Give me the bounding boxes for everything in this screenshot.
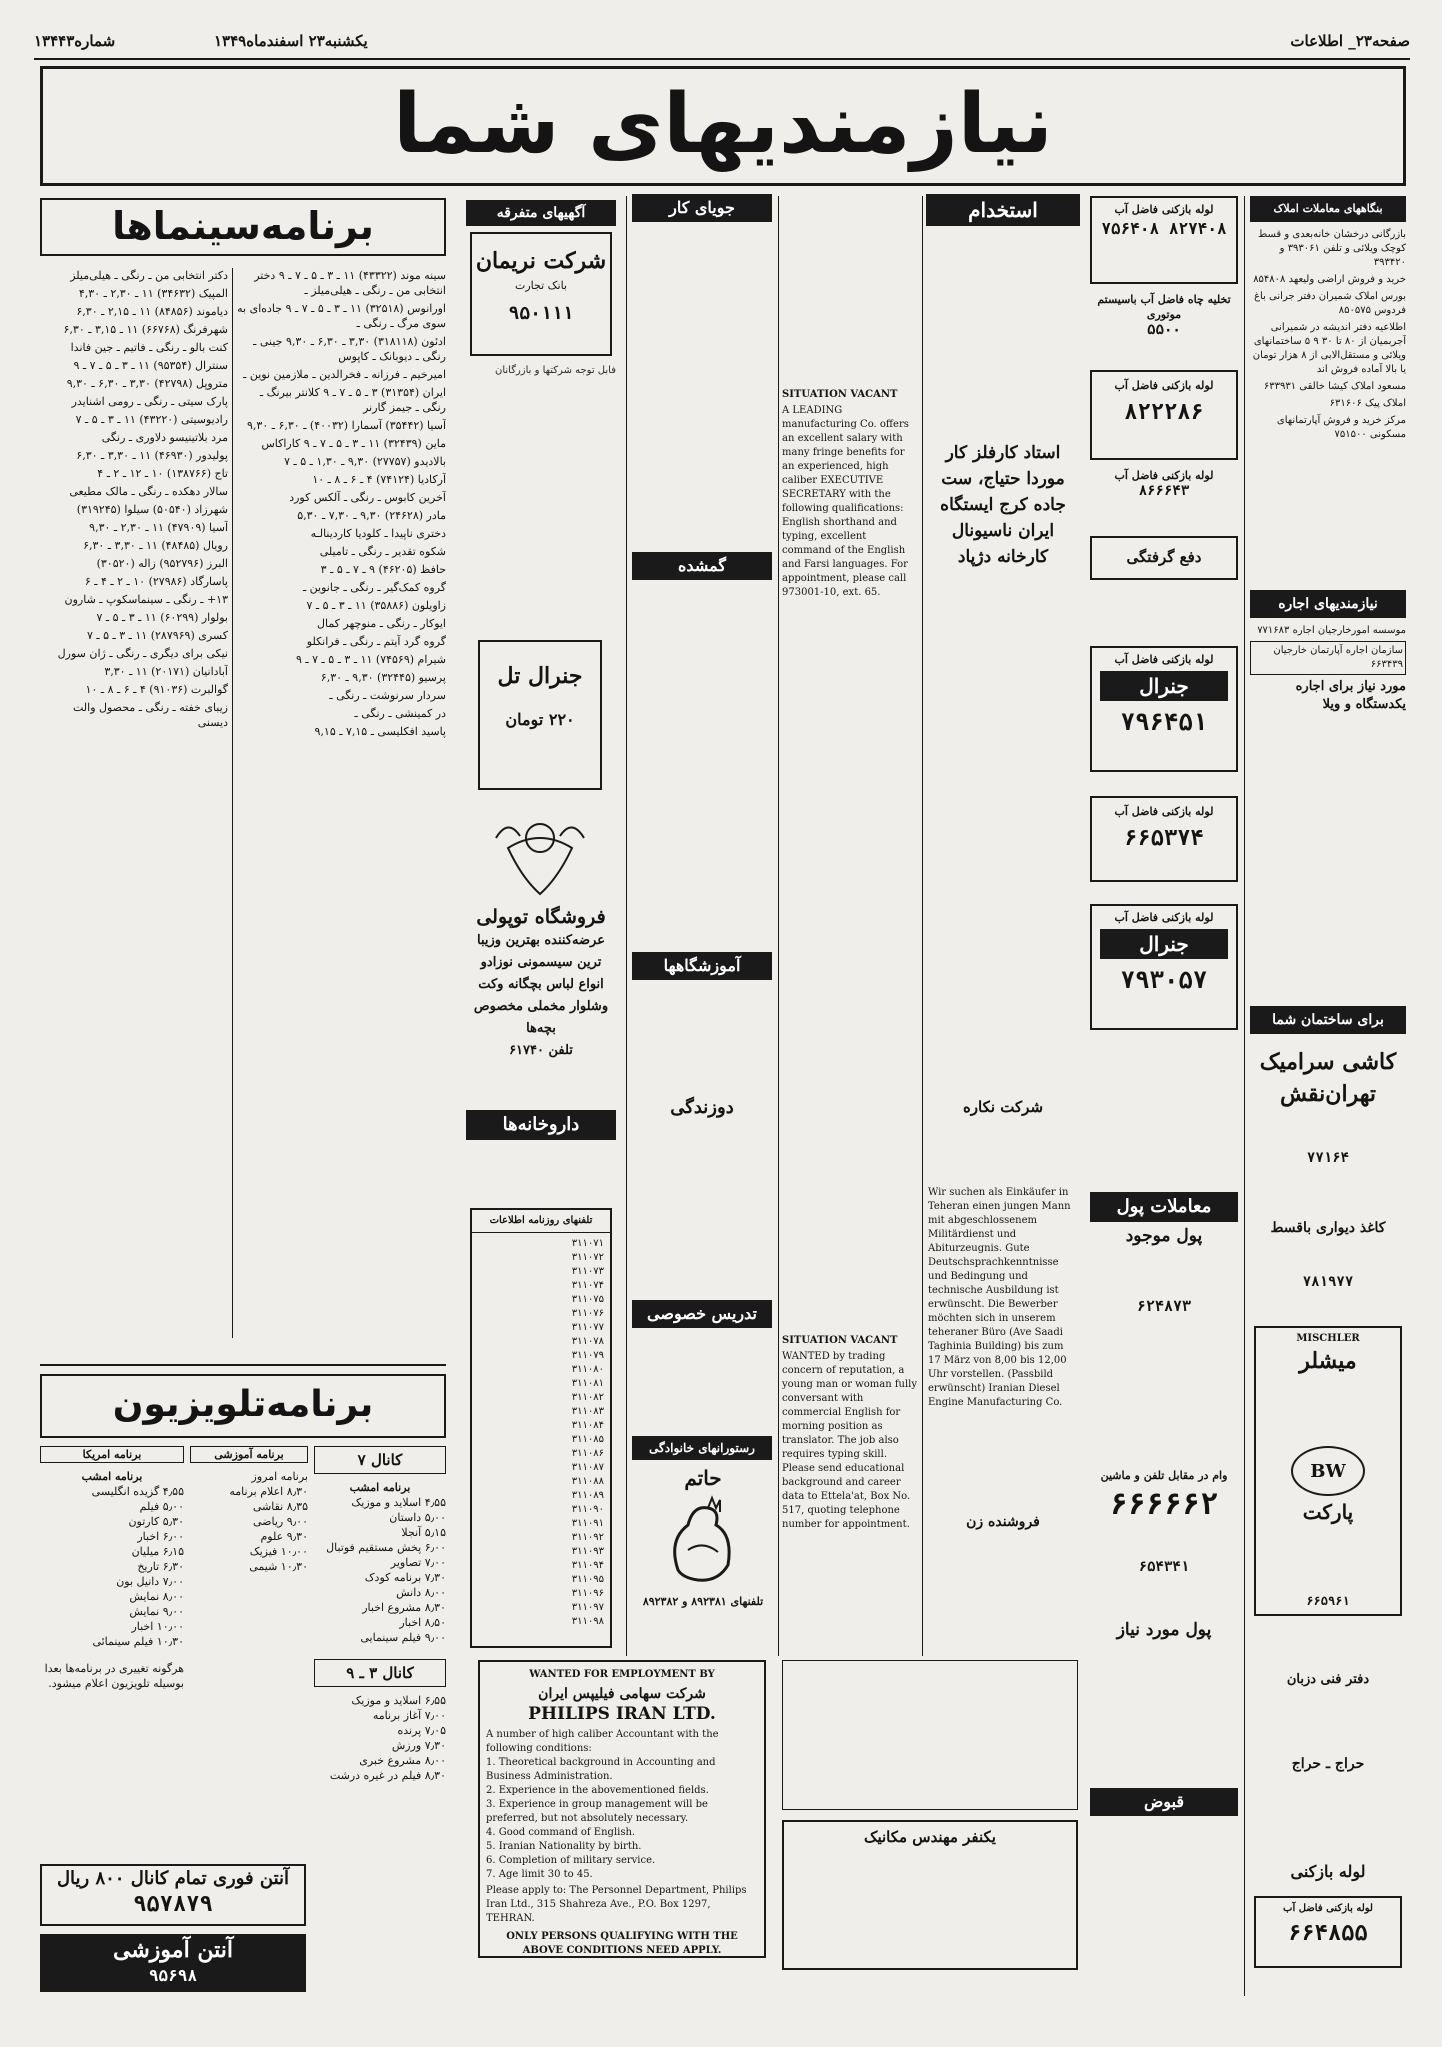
list-item: ۱۰٫۰۰ فیزیک bbox=[249, 1545, 308, 1558]
parket-phone: ۶۶۵۹۶۱ bbox=[1306, 1594, 1350, 1608]
antenna-ad bbox=[40, 1864, 306, 1926]
pipe-ad-3 bbox=[1090, 468, 1238, 528]
list-item: ۳۱۱۰۷۴ bbox=[571, 1280, 604, 1291]
general-tel-title: جنرال تل bbox=[497, 663, 583, 689]
sv2-text: WANTED by trading concern of reputation, a young man or woman fully conversant with commercial English for morning position as translator. The job also requires typing skill. Please send educational background and career data to Ettela'at, Box No. 517, quoting telephone number for appointment. bbox=[782, 1351, 918, 1530]
list-item: ۳۱۱۰۸۵ bbox=[571, 1434, 604, 1445]
money-phone3-block bbox=[1090, 1556, 1238, 1580]
lost-heading: گمشده bbox=[632, 552, 772, 580]
employment-heading: استخدام bbox=[926, 194, 1080, 226]
list-item: متروپل (۴۲۷۹۸) ۳۰‚۳ ـ ۳۰‚۶ ـ ۳۰‚۹ bbox=[66, 377, 228, 390]
sewing-heading: دوزندگی bbox=[670, 1097, 734, 1118]
tv-channel7 bbox=[314, 1446, 446, 1856]
money-phone3: ۶۵۴۳۴۱ bbox=[1138, 1559, 1190, 1575]
pipe-small-title: لوله بازکنی bbox=[1290, 1862, 1366, 1881]
list-item: ۳۱۱۰۸۴ bbox=[571, 1420, 604, 1431]
list-item: ۹٫۰۰ فیلم سینمایی bbox=[360, 1631, 446, 1644]
list-item: ۳۱۱۰۸۸ bbox=[571, 1476, 604, 1487]
list-item: سنترال (۹۵۳۵۴) ۱۱ ـ ۳ ـ ۵ ـ ۷ ـ ۹ bbox=[73, 359, 228, 372]
pipe-ad-general bbox=[1090, 646, 1238, 772]
pipe-ad-1 bbox=[1090, 196, 1238, 284]
list-item: مرد بلاتینیسو دلاوری ـ رنگی bbox=[101, 431, 228, 444]
list-item: دیاموند (۸۴۸۵۶) ۱۱ ـ ۱۵‚۲ ـ ۳۰‚۶ bbox=[76, 305, 228, 318]
misc-line: فابل توجه شرکتها و بازرگانان bbox=[494, 365, 616, 376]
pipe-general-label: جنرال bbox=[1100, 671, 1228, 701]
list-item: املاک پیک ۶۳۱۶۰۶ bbox=[1329, 398, 1406, 409]
list-item: سازمان اجاره آپارتمان خارجیان ۶۶۳۴۳۹ bbox=[1250, 641, 1406, 675]
list-item: ۷٫۳۰ ورزش bbox=[391, 1739, 446, 1752]
ceramic-ad bbox=[1250, 1040, 1406, 1210]
list-item: گوالبرت (۹۱۰۳۶) ۴ ـ ۶ ـ ۸ ـ ۱۰ bbox=[85, 683, 228, 696]
list-item: ۷٫۰۰ آغاز برنامه bbox=[372, 1709, 446, 1722]
restaurant-phone: تلفنهای ۸۹۲۳۸۱ و ۸۹۲۳۸۲ bbox=[642, 1595, 764, 1608]
aqsat-heading: قبوض bbox=[1090, 1788, 1238, 1816]
money-col-rule bbox=[1244, 196, 1245, 1996]
sv2-heading: SITUATION VACANT bbox=[782, 1335, 898, 1346]
list-item: پولیدور (۴۶۹۳۰) ۱۱ ـ ۳۰‚۳ ـ ۳۰‚۶ bbox=[76, 449, 228, 462]
list-item: آبادانیان (۲۰۱۷۱) ۱۱ ـ ۳۰‚۳ bbox=[104, 665, 228, 678]
tv-america bbox=[40, 1446, 184, 1856]
list-item: بورس املاک شمیران دفتر جرانی باغ فردوس ۸۵۰۵۷۵ bbox=[1254, 291, 1406, 316]
cinema-title: برنامه‌سینماها bbox=[112, 204, 374, 248]
sales-title: فروشنده زن bbox=[966, 1514, 1040, 1530]
list-item: بالادیدو (۲۷۷۵۷) ۳۰‚۹ ـ ۳۰‚۱ ـ ۵ ـ ۷ bbox=[284, 455, 446, 468]
philips-intro: A number of high caliber Accountant with the following conditions: bbox=[486, 1729, 719, 1754]
list-item: ۳۱۱۰۹۸ bbox=[571, 1616, 604, 1627]
list-item: ۸٫۰۰ مشروع خبری bbox=[359, 1754, 446, 1767]
list-item: پارک سیتی ـ رنگی ـ رومی اشنایدر bbox=[71, 395, 228, 408]
list-item: ۵٫۰۰ داستان bbox=[389, 1511, 446, 1524]
general-tel-ad bbox=[478, 640, 602, 790]
ceramic-phone: ۷۷۱۶۴ bbox=[1306, 1150, 1350, 1166]
list-item: ۳۱۱۰۷۸ bbox=[571, 1336, 604, 1347]
toplo-text: عرضه‌کننده بهترین وزیبا ترین سیسمونی نوزادو انواع لباس بچگانه وکت وشلوار مخملی مخصوص بچه‌ها bbox=[473, 933, 609, 1036]
money-phone1: ۶۲۴۸۷۳ bbox=[1136, 1297, 1192, 1315]
masthead bbox=[40, 66, 1406, 186]
build-heading: برای ساختمان شما bbox=[1250, 1006, 1406, 1034]
teach-heading: آموزشگاهها bbox=[632, 952, 772, 980]
vafgarm-ad bbox=[1090, 536, 1238, 580]
realestate-heading: بنگاههای معاملات املاک bbox=[1250, 196, 1406, 222]
tv-america-tonight: برنامه امشب bbox=[81, 1470, 143, 1483]
cinema-list-1 bbox=[236, 268, 446, 1338]
list-item: ۵٫۱۵ آنجلا bbox=[401, 1526, 446, 1539]
phones-title: تلفنهای روزنامه اطلاعات bbox=[472, 1210, 610, 1233]
antenna-edu-phone: ۹۵۶۹۸ bbox=[148, 1966, 198, 1985]
list-item: دکتر انتخابی من ـ رنگی ـ هیلی‌میلز bbox=[70, 269, 228, 282]
toplo-phone: تلفن ۶۱۷۴۰ bbox=[509, 1043, 573, 1058]
list-item: شهرفرنگ (۶۶۷۶۸) ۱۱ ـ ۱۵‚۳ ـ ۳۰‚۶ bbox=[63, 323, 228, 336]
list-item: ۳۱۱۰۸۷ bbox=[571, 1462, 604, 1473]
cupid-icon bbox=[488, 808, 592, 898]
list-item: تاج (۱۳۸۷۶۶) ۱۰ ـ ۱۲ ـ ۲ ـ ۴ bbox=[97, 467, 228, 480]
list-item: نیکی برای دیگری ـ رنگی ـ ژان سورل bbox=[57, 647, 228, 660]
pipe-brand: لوله بازکنی فاضل آب bbox=[1114, 805, 1214, 818]
list-item: ۵٫۰۰ فیلم bbox=[139, 1500, 184, 1513]
defter-ad: دفتر فنی دزبان bbox=[1286, 1672, 1370, 1687]
misc-col-rule bbox=[626, 196, 627, 1656]
mischler-ad bbox=[1254, 1326, 1402, 1616]
vafgarm-text: دفع گرفتگی bbox=[1126, 548, 1202, 566]
list-item: ۳۱۱۰۷۲ bbox=[571, 1252, 604, 1263]
restaurant-ad bbox=[632, 1466, 774, 1642]
rent-list bbox=[1250, 624, 1406, 1004]
list-item: دختری ناپیدا ـ کلودیا کاردینالـه bbox=[310, 527, 446, 540]
list-item: سینه موند (۴۳۳۲۲) ۱۱ ـ ۳ ـ ۵ ـ ۷ ـ ۹ دختر انتخابی من ـ رنگی ـ هیلی‌میلز ـ bbox=[254, 269, 446, 297]
toplo-ad bbox=[466, 904, 616, 1094]
list-item: ۸٫۵۰ اخبار bbox=[399, 1616, 446, 1629]
list-item: ۱۰٫۳۰ شیمی bbox=[249, 1560, 308, 1573]
list-item: ۹٫۰۰ ریاضی bbox=[252, 1515, 308, 1528]
list-item: ۳۱۱۰۸۲ bbox=[571, 1392, 604, 1403]
list-item: 7. Age limit 30 to 45. bbox=[486, 1869, 593, 1880]
pipe-brand: لوله بازکنی فاضل آب bbox=[1283, 1903, 1373, 1914]
list-item: شکوه تقدیر ـ رنگی ـ تامیلی bbox=[319, 545, 446, 558]
loan-text: وام در مقابل تلفن و ماشین bbox=[1100, 1469, 1228, 1482]
list-item: آسیا (۳۵۴۴۲) آسمارا (۴۰۰۳۲) ـ ۳۰‚۶ ـ ۳۰‚۹ bbox=[247, 419, 446, 432]
list-item: ۷٫۰۰ دانیل بون bbox=[116, 1575, 184, 1588]
page-label: صفحه۲۳_ اطلاعات bbox=[1290, 32, 1410, 50]
list-item: المپیک (۳۴۶۳۲) ۱۱ ـ ۳۰‚۲ ـ ۳۰‚۴ bbox=[78, 287, 228, 300]
list-item: ۳۱۱۰۹۵ bbox=[571, 1574, 604, 1585]
mischler-en: MISCHLER bbox=[1296, 1333, 1360, 1344]
list-item: ۶٫۰۰ پخش مستقیم فوتبال bbox=[326, 1541, 446, 1554]
list-item: پرسیو (۳۲۴۴۵) ۳۰‚۹ ـ ۳۰‚۶ bbox=[320, 671, 446, 684]
philips-footer: ONLY PERSONS QUALIFYING WITH THE ABOVE CONDITIONS NEED APPLY. bbox=[506, 1931, 738, 1956]
list-item: رادیوسیتی (۴۳۲۲۰) ۱۱ ـ ۳ ـ ۵ ـ ۷ bbox=[75, 413, 228, 426]
list-item: ماین (۳۲۴۳۹) ۱۱ ـ ۳ ـ ۵ ـ ۷ ـ ۹ کاراکاس bbox=[261, 437, 446, 450]
mechanic-title: یکنفر مهندس مکانیک bbox=[864, 1828, 996, 1846]
tv-channel39-heading: کانال ۳ ـ ۹ bbox=[314, 1659, 446, 1687]
misc-heading: آگهیهای متفرقه bbox=[466, 200, 616, 226]
sv-heading: SITUATION VACANT bbox=[782, 389, 898, 400]
pipe-phone-last: ۶۶۴۸۵۵ bbox=[1288, 1921, 1368, 1946]
list-item: ۷٫۰۰ تصاویر bbox=[390, 1556, 446, 1569]
pharmacy-heading: داروخانه‌ها bbox=[466, 1110, 616, 1140]
list-item: ۳۱۱۰۹۷ bbox=[571, 1602, 604, 1613]
phones-list bbox=[472, 1233, 610, 1633]
tv-title: برنامه‌تلویزیون bbox=[112, 1384, 374, 1425]
pipe-ad-general-2 bbox=[1090, 904, 1238, 1030]
restaurant-name: حاتم bbox=[684, 1466, 722, 1490]
list-item: ۳۱۱۰۷۱ bbox=[571, 1238, 604, 1249]
philips-apply-label: Please apply to: bbox=[486, 1885, 567, 1896]
list-item: ۳۱۱۰۷۳ bbox=[571, 1266, 604, 1277]
sv-text: A LEADING manufacturing Co. offers an excellent salary with many fringe benefits for an experienced, high caliber EXECUTIVE SECRETARY with the following qualifications: English shorthand and typing, excellent command of the English and Farsi languages. For appointment, please call 973001-10, ext. 65. bbox=[782, 405, 909, 598]
date-line: یکشنبه۲۳ اسفندماه۱۳۴۹ bbox=[214, 32, 368, 50]
list-item: زیبای خفته ـ رنگی ـ محصول والت دیسنی bbox=[72, 701, 228, 729]
wall-text: کاغذ دیواری باقسط bbox=[1270, 1220, 1386, 1236]
list-item: ۱۰٫۳۰ فیلم سینمائی bbox=[92, 1635, 184, 1648]
list-item: در کمینشی ـ رنگی ـ bbox=[354, 707, 446, 720]
list-item: پاسید افکلیسی ـ ۱۵‚۷ ـ ۱۵‚۹ bbox=[314, 725, 446, 738]
ceramic-text: کاشی سرامیک تهران‌نقش bbox=[1259, 1049, 1397, 1107]
list-item: مرکز خرید و فروش آپارتمانهای مسکونی ۷۵۱۵۰۰ bbox=[1276, 415, 1406, 440]
list-item: 6. Completion of military service. bbox=[486, 1855, 656, 1866]
money-available bbox=[1090, 1226, 1238, 1286]
list-item: سردار سرنوشت ـ رنگی ـ bbox=[329, 689, 446, 702]
nariman-ad bbox=[470, 232, 612, 356]
cinema-divider bbox=[232, 268, 233, 1338]
mechanic-ad bbox=[782, 1820, 1078, 1970]
list-item: ۴٫۵۵ گزیده انگلیسی bbox=[91, 1485, 184, 1498]
misc-text-1 bbox=[466, 364, 616, 614]
german-text: Wir suchen als Einkäufer in Teheran einen jungen Mann mit abgeschlossenem Militärdienst und Abiturzeugnis. Gute Deutschsprachkenntnisse und Bedingung und technische Ausbildung ist erwünscht. Die Bewerber möchten sich in unserem teheraner Büro (Ave Saadi Taghinia Building) bis zum 17 März von 8,00 bis 12,00 Uhr vorstellen. (Passbild erwünscht) Iranian Diesel Engine Manufacturing Co. bbox=[928, 1187, 1071, 1408]
list-item: اورانوس (۳۲۵۱۸) ۱۱ ـ ۳ ـ ۵ ـ ۷ ـ ۹ جاده‌ای به سوی مرگ ـ رنگی ـ bbox=[237, 302, 446, 330]
issue-number: شماره۱۳۴۴۳ bbox=[34, 32, 116, 50]
list-item: سالار دهکده ـ رنگی ـ مالک مطیعی bbox=[69, 485, 228, 498]
tv-channel7-heading: کانال ۷ bbox=[314, 1446, 446, 1474]
list-item: 5. Iranian Nationality by birth. bbox=[486, 1841, 642, 1852]
list-item: آخرین کابوس ـ رنگی ـ آلکس کورد bbox=[289, 491, 446, 504]
list-item: مسعود املاک کیشا خالقی ۶۳۳۹۳۱ bbox=[1263, 381, 1406, 392]
list-item: کسری (۲۸۷۹۶۹) ۱۱ ـ ۳ ـ ۵ ـ ۷ bbox=[86, 629, 228, 642]
list-item: شهرزاد (۵۰۵۴۰) سیلوا (۳۱۹۲۴۵) bbox=[76, 503, 228, 516]
tv-education-heading: برنامه آموزشی bbox=[190, 1446, 308, 1463]
nariman-title: شرکت نریمان bbox=[475, 248, 607, 274]
header-rule bbox=[34, 58, 1410, 60]
antenna-ad-text: آنتن فوری تمام کانال ۸۰۰ ریال bbox=[56, 1868, 290, 1889]
list-item: ۶٫۳۰ تاریخ bbox=[137, 1560, 184, 1573]
pipe-phone-c: ۸۶۶۶۴۳ bbox=[1138, 483, 1190, 499]
list-item: ایران (۳۱۳۵۴) ۳ ـ ۵ ـ ۷ ـ ۹ کلانتر بیرنگ ـ رنگی ـ جیمز گارنر bbox=[259, 386, 446, 414]
list-item: ۴٫۵۵ اسلاید و موزیک bbox=[351, 1496, 446, 1509]
money-available-title: پول موجود bbox=[1125, 1226, 1203, 1246]
antenna-edu-ad bbox=[40, 1934, 306, 1992]
list-item: ۳۱۱۰۹۶ bbox=[571, 1588, 604, 1599]
money-phone2: ۶۶۶۶۶۲ bbox=[1109, 1487, 1219, 1522]
list-item: ۱۳+ ـ رنگی ـ سینماسکوپ ـ شارون bbox=[64, 593, 228, 606]
list-item: ۹٫۳۰ علوم bbox=[260, 1530, 308, 1543]
takhlie-ad bbox=[1090, 292, 1238, 362]
list-item: 1. Theoretical background in Accounting and Business Administration. bbox=[486, 1757, 716, 1782]
empl-col-rule bbox=[922, 196, 923, 1656]
list-item: برنامه امروز bbox=[251, 1470, 308, 1483]
list-item: ۳۱۱۰۹۲ bbox=[571, 1532, 604, 1543]
pipe-brand: لوله بازکنی فاضل آب bbox=[1114, 203, 1214, 216]
list-item: ۳۱۱۰۸۶ bbox=[571, 1448, 604, 1459]
realestate-list bbox=[1250, 228, 1406, 578]
cupid-illustration bbox=[488, 808, 592, 898]
list-item: 3. Experience in group management will be preferred, but not absolutely necessary. bbox=[486, 1799, 708, 1824]
cinema-title-box bbox=[40, 198, 446, 256]
private-heading: تدریس خصوصی bbox=[632, 1300, 772, 1328]
list-item: ۸٫۰۰ دانش bbox=[396, 1586, 446, 1599]
list-item: بولوار (۶۰۲۹۹) ۱۱ ـ ۳ ـ ۵ ـ ۷ bbox=[96, 611, 228, 624]
list-item: ادئون (۳۱۸۱۱۸) ۳۰‚۳ ـ ۳۰‚۶ ـ ۳۰‚۹ جینی ـ رنگی ـ دیوبانک ـ کاپوس bbox=[253, 335, 446, 363]
list-item: ۳۱۱۰۹۱ bbox=[571, 1518, 604, 1529]
list-item: ۳۱۱۰۷۶ bbox=[571, 1308, 604, 1319]
list-item: کنت بالو ـ رنگی ـ فاتیم ـ جین فاندا bbox=[70, 341, 228, 354]
rent-heading: نیازمندیهای اجاره bbox=[1250, 590, 1406, 618]
page-header bbox=[34, 28, 1410, 56]
list-item: آسیا (۴۷۹۰۹) ۱۱ ـ ۳۰‚۲ ـ ۳۰‚۹ bbox=[89, 521, 228, 534]
loan-block bbox=[1090, 1468, 1238, 1548]
takhlie-text: تخلیه چاه فاضل آب باسیستم موتوری bbox=[1097, 293, 1231, 321]
philips-address: The Personnel Department, Philips Iran Ltd., 315 Shahreza Ave., P.O. Box 1297, TEHRAN. bbox=[486, 1885, 747, 1924]
haraj-ad: حراج ـ حراج bbox=[1291, 1756, 1365, 1772]
company-title: شرکت نکاره bbox=[962, 1098, 1044, 1116]
list-item: گروه گرد آیتم ـ رنگی ـ فرانکلو bbox=[306, 635, 446, 648]
pipe-ad-2 bbox=[1090, 370, 1238, 460]
pipe-brand: لوله بازکنی فاضل آب bbox=[1114, 911, 1214, 924]
antenna-ad-phone: ۹۵۷۸۷۹ bbox=[133, 1892, 213, 1917]
list-item: رویال (۴۸۴۸۵) ۱۱ ـ ۳۰‚۳ ـ ۳۰‚۶ bbox=[83, 539, 228, 552]
list-item: ۷٫۰۵ پرنده bbox=[397, 1724, 446, 1737]
money-phone1-block bbox=[1090, 1296, 1238, 1322]
tv-education bbox=[190, 1446, 308, 1856]
list-item: ۳۱۱۰۷۹ bbox=[571, 1350, 604, 1361]
pipe-phone-a: ۸۲۷۴۰۸ ۷۵۶۴۰۸ bbox=[1101, 219, 1227, 238]
list-item: ۸٫۳۰ اعلام برنامه bbox=[229, 1485, 308, 1498]
tv-channel7-tonight: برنامه امشب bbox=[349, 1481, 411, 1494]
list-item: آرکادیا (۷۴۱۲۴) ۴ ـ ۶ ـ ۸ ـ ۱۰ bbox=[312, 473, 446, 486]
general-tel-price: ۲۲۰ تومان bbox=[505, 710, 575, 729]
list-item: ۹٫۰۰ نمایش bbox=[129, 1605, 184, 1618]
philips-company-fa: شرکت سهامی فیلیپس ایران bbox=[538, 1686, 706, 1702]
tv-top-rule bbox=[40, 1364, 446, 1366]
ostad-ad: استاد کارفلز کار موردا حتیاج، ست جاده کرج ایستگاه ایران ناسیونال کارخانه دژپاد bbox=[940, 443, 1066, 567]
restaurant-heading: رستورانهای خانوادگی bbox=[632, 1436, 772, 1460]
list-item: ۸٫۳۰ فیلم در غیره درشت bbox=[329, 1769, 446, 1782]
list-item: ۳۱۱۰۹۳ bbox=[571, 1546, 604, 1557]
list-item: ۶٫۵۵ اسلاید و موزیک bbox=[351, 1694, 446, 1707]
phones-box bbox=[470, 1208, 612, 1648]
list-item: بازرگانی درخشان خانه‌بعدی و قسط کوچک ویلائی و تلفن ۳۹۳۰۶۱ و ۳۹۳۴۲۰ bbox=[1258, 229, 1406, 268]
list-item: ۷٫۳۰ برنامه کودک bbox=[364, 1571, 446, 1584]
takhlie-phone: ۵۵۰۰ bbox=[1147, 322, 1181, 338]
pipe-ad-last bbox=[1254, 1896, 1402, 1968]
cinema-list-2 bbox=[40, 268, 228, 1338]
list-item: ۳۱۱۰۸۹ bbox=[571, 1490, 604, 1501]
list-item: ۳۱۱۰۸۳ bbox=[571, 1406, 604, 1417]
money-heading: معاملات پول bbox=[1090, 1192, 1238, 1222]
list-item: مورد نیاز برای اجاره یکدستگاه و ویلا bbox=[1295, 679, 1406, 712]
wall-phone: ۷۸۱۹۷۷ bbox=[1302, 1274, 1354, 1290]
jobs-text bbox=[632, 228, 774, 528]
list-item: 4. Good command of English. bbox=[486, 1827, 636, 1838]
bw-label: BW bbox=[1310, 1460, 1346, 1482]
tv-title-box bbox=[40, 1374, 446, 1438]
needed-title: پول مورد نیاز bbox=[1116, 1620, 1212, 1640]
list-item: مادر (۲۴۶۲۸) ۳۰‚۹ ـ ۳۰‚۷ ـ ۳۰‚۵ bbox=[297, 509, 446, 522]
pipe-phone-b: ۸۲۲۲۸۶ bbox=[1124, 400, 1204, 425]
pipe-phone-e: ۶۶۵۳۷۴ bbox=[1124, 826, 1204, 851]
list-item: ۸٫۳۰ مشروع اخبار bbox=[362, 1601, 446, 1614]
pipe-phone-d: ۷۹۶۴۵۱ bbox=[1120, 708, 1208, 736]
masthead-title: نیازمندیهای شما bbox=[393, 77, 1053, 172]
list-item: ۳۱۱۰۷۵ bbox=[571, 1294, 604, 1305]
jobs-heading: جویای کار bbox=[632, 194, 772, 222]
list-item: ۶٫۱۵ میلیان bbox=[131, 1545, 184, 1558]
rooster-icon bbox=[658, 1490, 748, 1590]
list-item: 2. Experience in the abovementioned fields. bbox=[486, 1785, 709, 1796]
list-item: خرید و فروش اراضی ولیعهد ۸۵۴۸۰۸ bbox=[1253, 274, 1406, 285]
list-item: ۳۱۱۰۸۱ bbox=[571, 1378, 604, 1389]
list-item: گروه کمک‌گیر ـ رنگی ـ جانوین ـ bbox=[302, 581, 446, 594]
pipe-general-label: جنرال bbox=[1100, 929, 1228, 959]
philips-heading: WANTED FOR EMPLOYMENT BY bbox=[529, 1669, 715, 1680]
philips-conditions bbox=[480, 1756, 764, 1882]
list-item: ۵٫۳۰ کارتون bbox=[128, 1515, 184, 1528]
pipe-ad-4 bbox=[1090, 796, 1238, 882]
list-item: حافظ (۴۶۲۰۵) ۹ ـ ۷ ـ ۵ ـ ۳ bbox=[320, 563, 446, 576]
list-item: زاویلون (۳۵۸۸۶) ۱۱ ـ ۳ ـ ۵ ـ ۷ bbox=[306, 599, 446, 612]
list-item: امیرخیم ـ فرزانه ـ فخرالدین ـ ملازمین نوین ـ bbox=[243, 368, 446, 381]
list-item: موسسه امورخارجیان اجاره ۷۷۱۶۸۳ bbox=[1257, 625, 1406, 636]
tv-note: هرگونه تغییری در برنامه‌ها بعدا بوسیله تلویزیون اعلام میشود. bbox=[44, 1662, 184, 1690]
list-item: شیرام (۷۴۵۶۹) ۱۱ ـ ۳ ـ ۵ ـ ۷ ـ ۹ bbox=[296, 653, 446, 666]
parket-text: پارکت bbox=[1302, 1500, 1354, 1524]
list-item: ۶٫۰۰ اخبار bbox=[137, 1530, 184, 1543]
list-item: ۸٫۳۵ نقاشی bbox=[252, 1500, 308, 1513]
antenna-edu-text: آنتن آموزشی bbox=[113, 1937, 233, 1963]
pipe-phone-f: ۷۹۳۰۵۷ bbox=[1120, 966, 1208, 994]
bw-badge bbox=[1291, 1446, 1365, 1496]
list-item: پاسارگاد (۲۷۹۸۶) ۱۰ ـ ۲ ـ ۴ ـ ۶ bbox=[84, 575, 228, 588]
mischler-fa: میشلر bbox=[1299, 1348, 1357, 1374]
pipe-brand: لوله بازکنی فاضل آب bbox=[1114, 653, 1214, 666]
wall-ad bbox=[1250, 1220, 1406, 1320]
list-item: ۸٫۰۰ نمایش bbox=[129, 1590, 184, 1603]
list-item: ایوکار ـ رنگی ـ منوچهر کمال bbox=[316, 617, 446, 630]
list-item: ۳۱۱۰۸۰ bbox=[571, 1364, 604, 1375]
list-item: ۳۱۱۰۹۰ bbox=[571, 1504, 604, 1515]
pipe-brand: لوله بازکنی فاضل آب bbox=[1114, 379, 1214, 392]
toplo-title: فروشگاه توپولی bbox=[476, 906, 606, 928]
persian-notice bbox=[782, 1660, 1078, 1810]
needed-block bbox=[1090, 1620, 1238, 1650]
pipe-brand: لوله بازکنی فاضل آب bbox=[1114, 469, 1214, 482]
philips-ad bbox=[478, 1660, 766, 1958]
list-item: ۱۰٫۰۰ اخبار bbox=[131, 1620, 184, 1633]
philips-apply bbox=[480, 1882, 764, 1928]
list-item: ۳۱۱۰۹۴ bbox=[571, 1560, 604, 1571]
list-item: اطلاعیه دفتر اندیشه در شمیرانی آجربمیان از ۸۰ تا ۳۰ ۹ ۵ ساختمانهای ویلائی و مستقل‌الابی از ۸ هزار تومان یا بالا آماده فروش اند bbox=[1252, 322, 1406, 375]
nariman-sub: بانک تجارت bbox=[515, 279, 567, 292]
list-item: البرز (۹۵۲۷۹۶) زاله (۳۰۵۲۰) bbox=[96, 557, 228, 570]
nariman-phone: ۹۵۰۱۱۱ bbox=[508, 303, 574, 324]
jobs-col-rule bbox=[778, 196, 779, 1656]
philips-company-en: PHILIPS IRAN LTD. bbox=[528, 1704, 716, 1724]
list-item: ۳۱۱۰۷۷ bbox=[571, 1322, 604, 1333]
tv-america-heading: برنامه امریکا bbox=[40, 1446, 184, 1463]
